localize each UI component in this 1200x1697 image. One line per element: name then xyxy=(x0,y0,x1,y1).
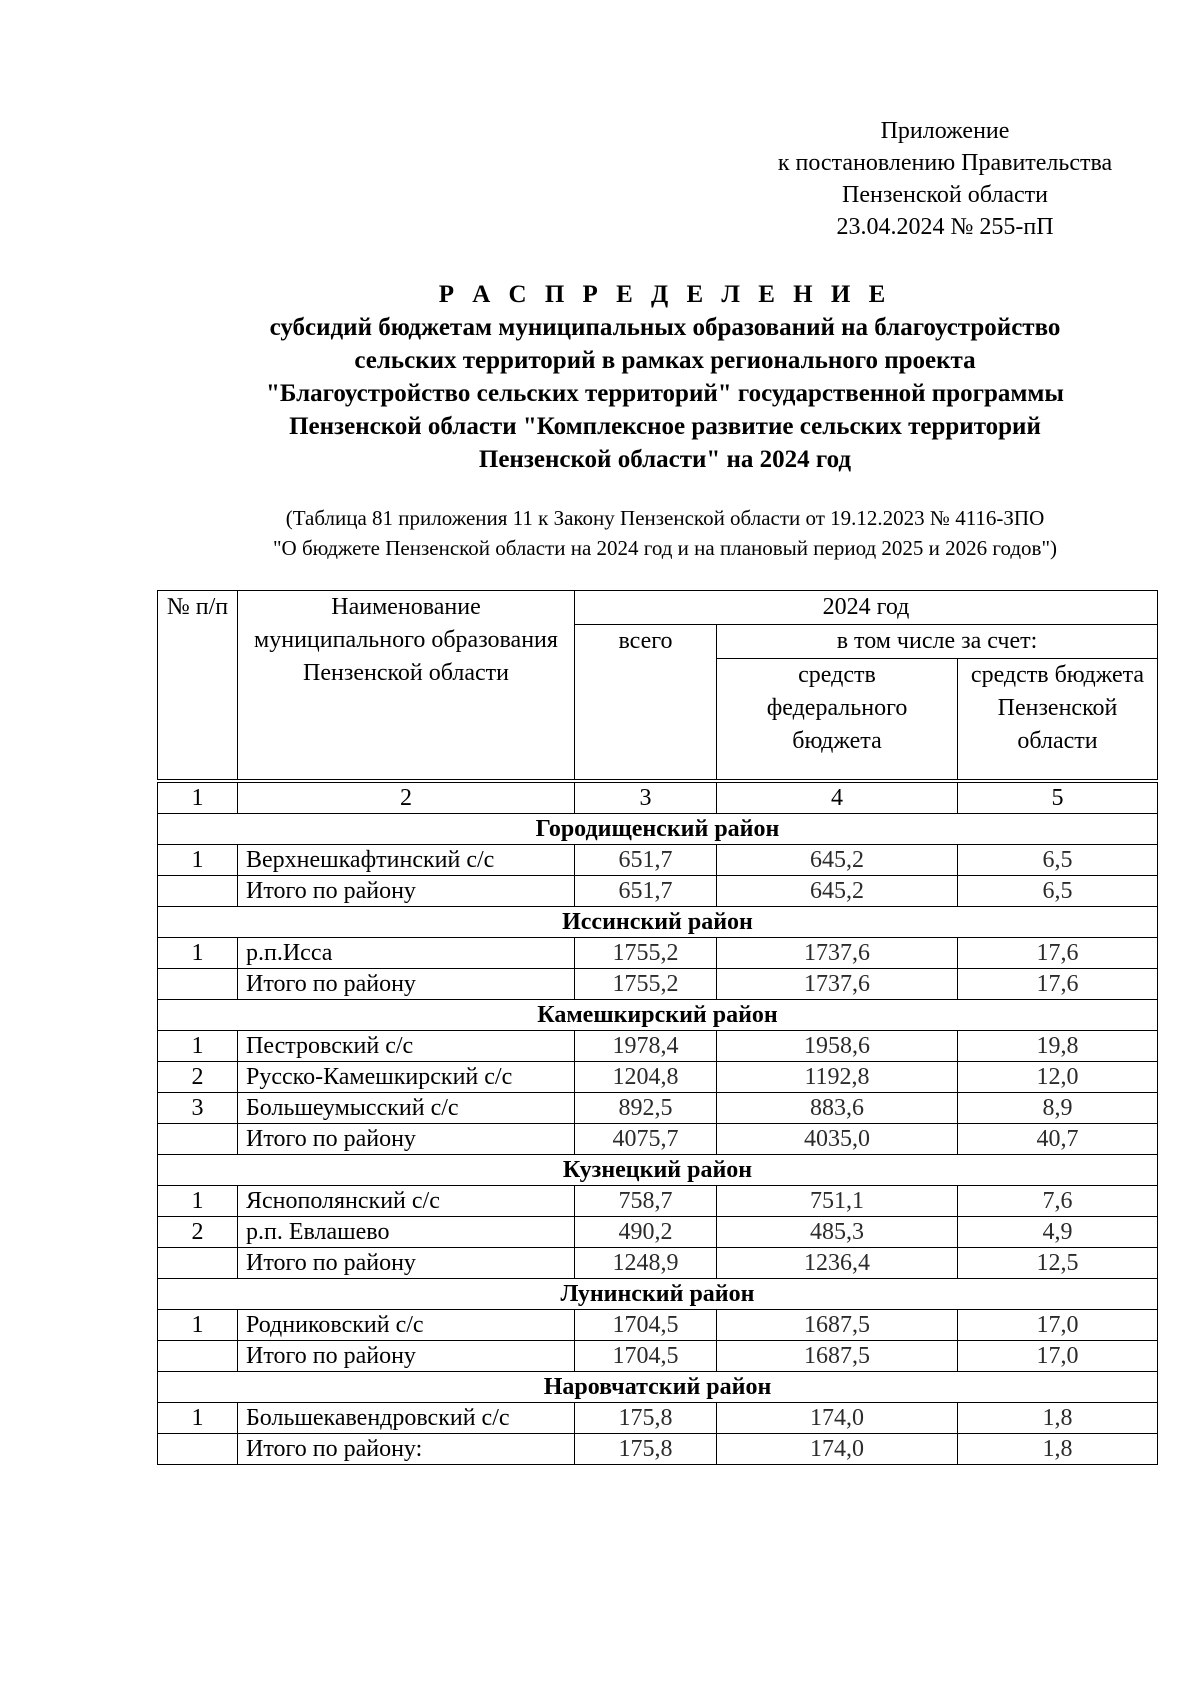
district-row xyxy=(158,814,1158,845)
table-row xyxy=(158,1217,1158,1248)
district-total-row xyxy=(158,1248,1158,1279)
municipality-name: Пестровский с/с xyxy=(238,1031,575,1062)
regional-value: 6,5 xyxy=(958,845,1158,876)
row-number: 3 xyxy=(158,1093,238,1124)
municipality-name: Большеумысский с/с xyxy=(238,1093,575,1124)
row-number xyxy=(158,1434,238,1465)
federal-value: 1737,6 xyxy=(717,938,958,969)
total-label: Итого по району xyxy=(238,876,575,907)
source-line: "О бюджете Пензенской области на 2024 год и на плановый период 2025 и 2026 годов") xyxy=(272,536,1058,560)
total-value: 1248,9 xyxy=(575,1248,717,1279)
total-label: Итого по району xyxy=(238,1124,575,1155)
row-number xyxy=(158,1341,238,1372)
federal-value: 883,6 xyxy=(717,1093,958,1124)
row-number xyxy=(158,1248,238,1279)
municipality-name: Верхнешкафтинский с/с xyxy=(238,845,575,876)
federal-value: 1192,8 xyxy=(717,1062,958,1093)
table-row xyxy=(158,1031,1158,1062)
district-name: Лунинский район xyxy=(158,1279,1158,1310)
table-row xyxy=(158,938,1158,969)
column-number-row xyxy=(158,783,1158,814)
district-row xyxy=(158,907,1158,938)
regional-value: 1,8 xyxy=(958,1403,1158,1434)
regional-value: 40,7 xyxy=(958,1124,1158,1155)
district-name: Наровчатский район xyxy=(158,1372,1158,1403)
header-row xyxy=(158,591,1158,625)
district-name: Иссинский район xyxy=(158,907,1158,938)
district-row xyxy=(158,1372,1158,1403)
district-total-row xyxy=(158,969,1158,1000)
federal-value: 751,1 xyxy=(717,1186,958,1217)
row-number xyxy=(158,969,238,1000)
appendix-date-number: 23.04.2024 № 255-пП xyxy=(836,214,1054,240)
row-number xyxy=(158,876,238,907)
regional-value: 17,6 xyxy=(958,938,1158,969)
document-heading xyxy=(140,278,1190,476)
header-year: 2024 год xyxy=(575,591,1158,625)
header-num: № п/п xyxy=(158,591,238,780)
total-value: 758,7 xyxy=(575,1186,717,1217)
row-number: 2 xyxy=(158,1217,238,1248)
municipality-name: Яснополянский с/с xyxy=(238,1186,575,1217)
table-row xyxy=(158,845,1158,876)
appendix-line: Приложение xyxy=(880,118,1010,144)
header-federal: средств федерального бюджета xyxy=(717,659,958,780)
heading-line: сельских территорий в рамках регионального проекта xyxy=(354,347,976,374)
federal-value: 1687,5 xyxy=(717,1310,958,1341)
total-label: Итого по району xyxy=(238,969,575,1000)
heading-line: Пензенской области "Комплексное развитие сельских территорий xyxy=(289,413,1041,440)
federal-value: 645,2 xyxy=(717,845,958,876)
appendix-block xyxy=(740,115,1150,243)
federal-value: 4035,0 xyxy=(717,1124,958,1155)
total-value: 175,8 xyxy=(575,1434,717,1465)
district-name: Городищенский район xyxy=(158,814,1158,845)
header-regional: средств бюджета Пензенской области xyxy=(958,659,1158,780)
regional-value: 8,9 xyxy=(958,1093,1158,1124)
federal-value: 1687,5 xyxy=(717,1341,958,1372)
row-number: 1 xyxy=(158,1403,238,1434)
federal-value: 1737,6 xyxy=(717,969,958,1000)
federal-value: 174,0 xyxy=(717,1403,958,1434)
municipality-name: р.п.Исса xyxy=(238,938,575,969)
regional-value: 12,5 xyxy=(958,1248,1158,1279)
district-total-row xyxy=(158,1341,1158,1372)
column-number: 5 xyxy=(958,783,1158,814)
total-value: 175,8 xyxy=(575,1403,717,1434)
federal-value: 485,3 xyxy=(717,1217,958,1248)
row-number xyxy=(158,1124,238,1155)
district-row xyxy=(158,1155,1158,1186)
district-total-row xyxy=(158,1434,1158,1465)
table-row xyxy=(158,1186,1158,1217)
district-total-row xyxy=(158,876,1158,907)
total-label: Итого по району xyxy=(238,1341,575,1372)
total-value: 490,2 xyxy=(575,1217,717,1248)
district-total-row xyxy=(158,1124,1158,1155)
row-number: 2 xyxy=(158,1062,238,1093)
heading-line: Пензенской области" на 2024 год xyxy=(478,446,852,473)
regional-value: 4,9 xyxy=(958,1217,1158,1248)
column-number: 2 xyxy=(238,783,575,814)
total-label: Итого по району: xyxy=(238,1434,575,1465)
total-value: 1704,5 xyxy=(575,1310,717,1341)
row-number: 1 xyxy=(158,1310,238,1341)
table-row xyxy=(158,1093,1158,1124)
regional-value: 1,8 xyxy=(958,1434,1158,1465)
district-row xyxy=(158,1279,1158,1310)
total-value: 1755,2 xyxy=(575,938,717,969)
row-number: 1 xyxy=(158,1031,238,1062)
district-row xyxy=(158,1000,1158,1031)
total-value: 1204,8 xyxy=(575,1062,717,1093)
regional-value: 12,0 xyxy=(958,1062,1158,1093)
regional-value: 7,6 xyxy=(958,1186,1158,1217)
regional-value: 19,8 xyxy=(958,1031,1158,1062)
source-reference xyxy=(140,503,1190,563)
column-number: 1 xyxy=(158,783,238,814)
total-label: Итого по району xyxy=(238,1248,575,1279)
municipality-name: р.п. Евлашево xyxy=(238,1217,575,1248)
source-line: (Таблица 81 приложения 11 к Закону Пензенской области от 19.12.2023 № 4116-ЗПО xyxy=(285,506,1045,530)
distribution-table xyxy=(157,590,1158,1465)
total-value: 4075,7 xyxy=(575,1124,717,1155)
column-number: 4 xyxy=(717,783,958,814)
table-body xyxy=(158,591,1158,1465)
federal-value: 1236,4 xyxy=(717,1248,958,1279)
row-number: 1 xyxy=(158,1186,238,1217)
total-value: 651,7 xyxy=(575,845,717,876)
table-row xyxy=(158,1062,1158,1093)
regional-value: 17,6 xyxy=(958,969,1158,1000)
total-value: 651,7 xyxy=(575,876,717,907)
total-value: 892,5 xyxy=(575,1093,717,1124)
document-title: Р А С П Р Е Д Е Л Е Н И Е xyxy=(438,281,892,308)
regional-value: 6,5 xyxy=(958,876,1158,907)
table-row xyxy=(158,1310,1158,1341)
municipality-name: Большекавендровский с/с xyxy=(238,1403,575,1434)
heading-line: субсидий бюджетам муниципальных образований на благоустройство xyxy=(269,314,1061,341)
regional-value: 17,0 xyxy=(958,1310,1158,1341)
regional-value: 17,0 xyxy=(958,1341,1158,1372)
header-including: в том числе за счет: xyxy=(717,625,1158,659)
federal-value: 645,2 xyxy=(717,876,958,907)
header-name: Наименование муниципального образования Пензенской области xyxy=(238,591,575,780)
federal-value: 1958,6 xyxy=(717,1031,958,1062)
district-name: Камешкирский район xyxy=(158,1000,1158,1031)
heading-line: "Благоустройство сельских территорий" государственной программы xyxy=(266,380,1064,407)
total-value: 1978,4 xyxy=(575,1031,717,1062)
appendix-line: к постановлению Правительства xyxy=(777,150,1113,176)
total-value: 1704,5 xyxy=(575,1341,717,1372)
appendix-line: Пензенской области xyxy=(842,182,1048,208)
district-name: Кузнецкий район xyxy=(158,1155,1158,1186)
municipality-name: Русско-Камешкирский с/с xyxy=(238,1062,575,1093)
municipality-name: Родниковский с/с xyxy=(238,1310,575,1341)
federal-value: 174,0 xyxy=(717,1434,958,1465)
header-total: всего xyxy=(575,625,717,780)
total-value: 1755,2 xyxy=(575,969,717,1000)
table-row xyxy=(158,1403,1158,1434)
column-number: 3 xyxy=(575,783,717,814)
row-number: 1 xyxy=(158,845,238,876)
row-number: 1 xyxy=(158,938,238,969)
